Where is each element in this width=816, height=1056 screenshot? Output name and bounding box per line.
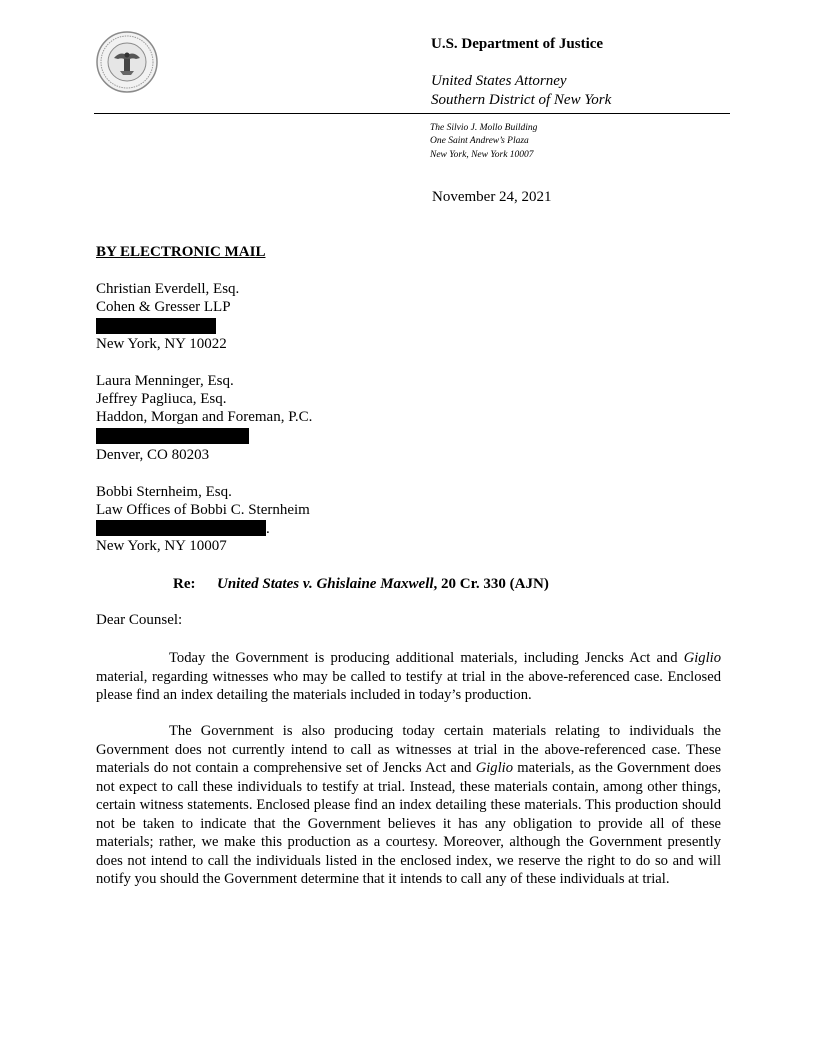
redaction-bar: [96, 428, 249, 444]
recipient-line: Bobbi Sternheim, Esq.: [96, 484, 232, 500]
paragraph-text: The Government is also producing today certain materials relating to individuals the Government does not currently intend to call as witnesses at trial in the above-referenced case. These materials do not contain a comprehensive set of Jencks Act and: [96, 723, 721, 776]
address-line: One Saint Andrew’s Plaza: [430, 136, 529, 146]
case-number: , 20 Cr. 330 (AJN): [433, 576, 549, 592]
recipient-line: Laura Menninger, Esq.: [96, 373, 234, 389]
paragraph-italic: Giglio: [475, 760, 513, 776]
recipient-line: Law Offices of Bobbi C. Sternheim: [96, 502, 310, 518]
recipient-city: New York, NY 10022: [96, 336, 227, 352]
address-line: New York, New York 10007: [430, 150, 534, 160]
seal-icon: [96, 31, 158, 93]
delivery-method: BY ELECTRONIC MAIL: [96, 244, 266, 260]
re-line: [173, 576, 549, 593]
recipient-line: Cohen & Gresser LLP: [96, 299, 231, 315]
paragraph-text: Today the Government is producing additional materials, including Jencks Act and: [169, 650, 684, 666]
paragraph-text: materials, as the Government does not expect to call these individuals to testify at trial. Instead, these materials contain, among other things, certain witness statements. Enclosed please find an index detailing these materials. This production should not be taken to indicate that the Government believes it has any obligation to provide all of these materials; rather, we make this production as a courtesy. Moreover, although the Government presently does not intend to call the individuals listed in the enclosed index, we reserve the right to do so and will notify you should the Government determine that it intends to call any of these individuals at trial.: [96, 760, 721, 887]
body-paragraph-2: [96, 722, 721, 889]
header-rule: [94, 113, 730, 114]
recipient-city: Denver, CO 80203: [96, 447, 210, 463]
recipient-line: Haddon, Morgan and Foreman, P.C.: [96, 409, 313, 425]
redaction-bar: [96, 318, 216, 334]
address-line: The Silvio J. Mollo Building: [430, 123, 538, 133]
body-paragraph-1: [96, 649, 721, 705]
paragraph-text: material, regarding witnesses who may be called to testify at trial in the above-referenced case. Enclosed please find an index detailing the materials included in today’s production.: [96, 668, 721, 703]
doj-seal-logo: [96, 31, 158, 93]
letter-date: November 24, 2021: [432, 189, 552, 205]
paragraph-italic: Giglio: [683, 650, 721, 666]
recipient-line: Christian Everdell, Esq.: [96, 281, 240, 297]
office-title: United States Attorney: [431, 73, 567, 89]
case-name: United States v. Ghislaine Maxwell: [217, 576, 434, 592]
recipient-line: Jeffrey Pagliuca, Esq.: [96, 391, 227, 407]
department-name: U.S. Department of Justice: [431, 36, 604, 52]
office-district: Southern District of New York: [431, 92, 612, 108]
salutation: Dear Counsel:: [96, 612, 183, 628]
redaction-suffix: .: [266, 521, 270, 537]
recipient-city: New York, NY 10007: [96, 538, 227, 554]
redaction-bar: [96, 520, 266, 536]
re-label: Re:: [173, 576, 196, 592]
